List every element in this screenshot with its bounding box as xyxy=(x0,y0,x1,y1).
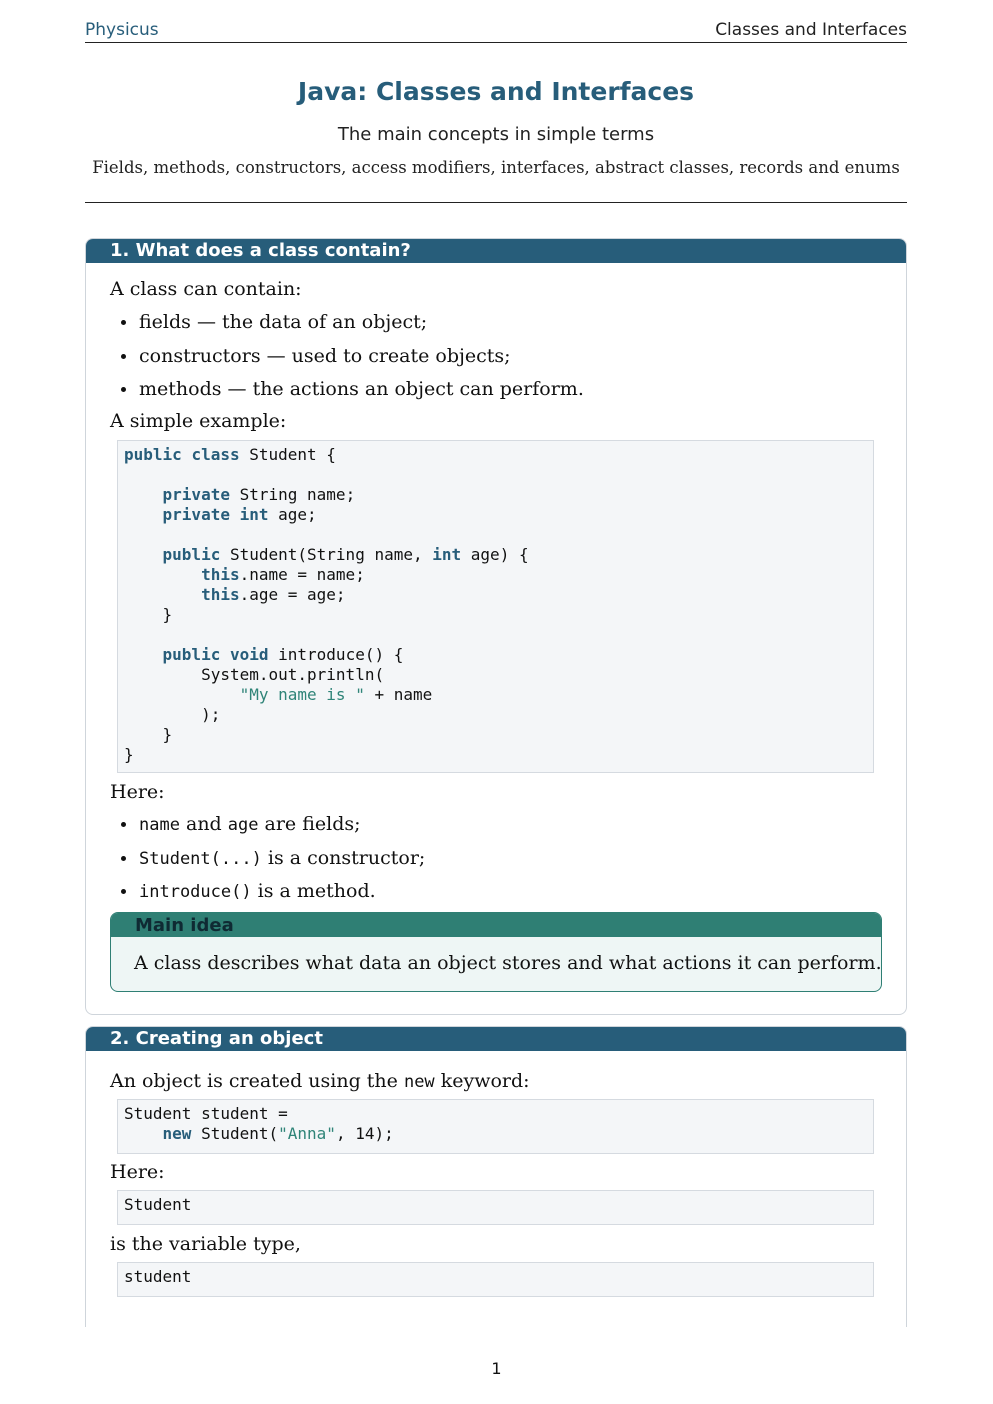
list-item: constructors — used to create objects; xyxy=(110,344,584,378)
here-explanations-list xyxy=(110,812,425,913)
section-heading: 2. Creating an object xyxy=(86,1027,906,1051)
code-block-student-class: public class Student { private String name; private int age; public Student(String name, int age) { this.name = name; this.age = age; } public void introduce() { System.out.println( "My name is " + name ); } } xyxy=(117,440,874,773)
list-item: name and age are fields; xyxy=(110,812,425,846)
document-topics: Fields, methods, constructors, access modifiers, interfaces, abstract classes, records and enums xyxy=(92,158,900,177)
section-intro: An object is created using the new keyword: xyxy=(110,1070,530,1092)
header-brand: Physicus xyxy=(85,20,159,40)
section-class-contents xyxy=(85,238,907,1015)
callout-title: Main idea xyxy=(111,913,881,937)
code-block-type: Student xyxy=(117,1190,874,1225)
callout-text: A class describes what data an object stores and what actions it can perform. xyxy=(134,952,882,974)
section-heading: 1. What does a class contain? xyxy=(86,239,906,263)
section-intro: A class can contain: xyxy=(110,278,302,300)
here-label: Here: xyxy=(110,781,165,803)
page-number: 1 xyxy=(491,1359,502,1378)
here-label: Here: xyxy=(110,1161,165,1183)
title-block xyxy=(85,77,907,179)
list-item: introduce() is a method. xyxy=(110,879,425,913)
title-divider xyxy=(85,202,907,203)
class-members-list xyxy=(110,310,584,411)
code-block-new-object: Student student = new Student("Anna", 14); xyxy=(117,1099,874,1154)
running-header xyxy=(85,19,907,43)
main-idea-callout xyxy=(110,912,882,992)
document-title: Java: Classes and Interfaces xyxy=(297,77,695,106)
section-creating-object xyxy=(85,1026,907,1327)
type-explanation: is the variable type, xyxy=(110,1233,301,1255)
list-item: methods — the actions an object can perform. xyxy=(110,377,584,411)
list-item: fields — the data of an object; xyxy=(110,310,584,344)
list-item: Student(...) is a constructor; xyxy=(110,846,425,880)
example-label: A simple example: xyxy=(110,410,287,432)
document-subtitle: The main concepts in simple terms xyxy=(337,124,655,145)
header-chapter: Classes and Interfaces xyxy=(715,20,907,40)
code-block-variable: student xyxy=(117,1262,874,1297)
